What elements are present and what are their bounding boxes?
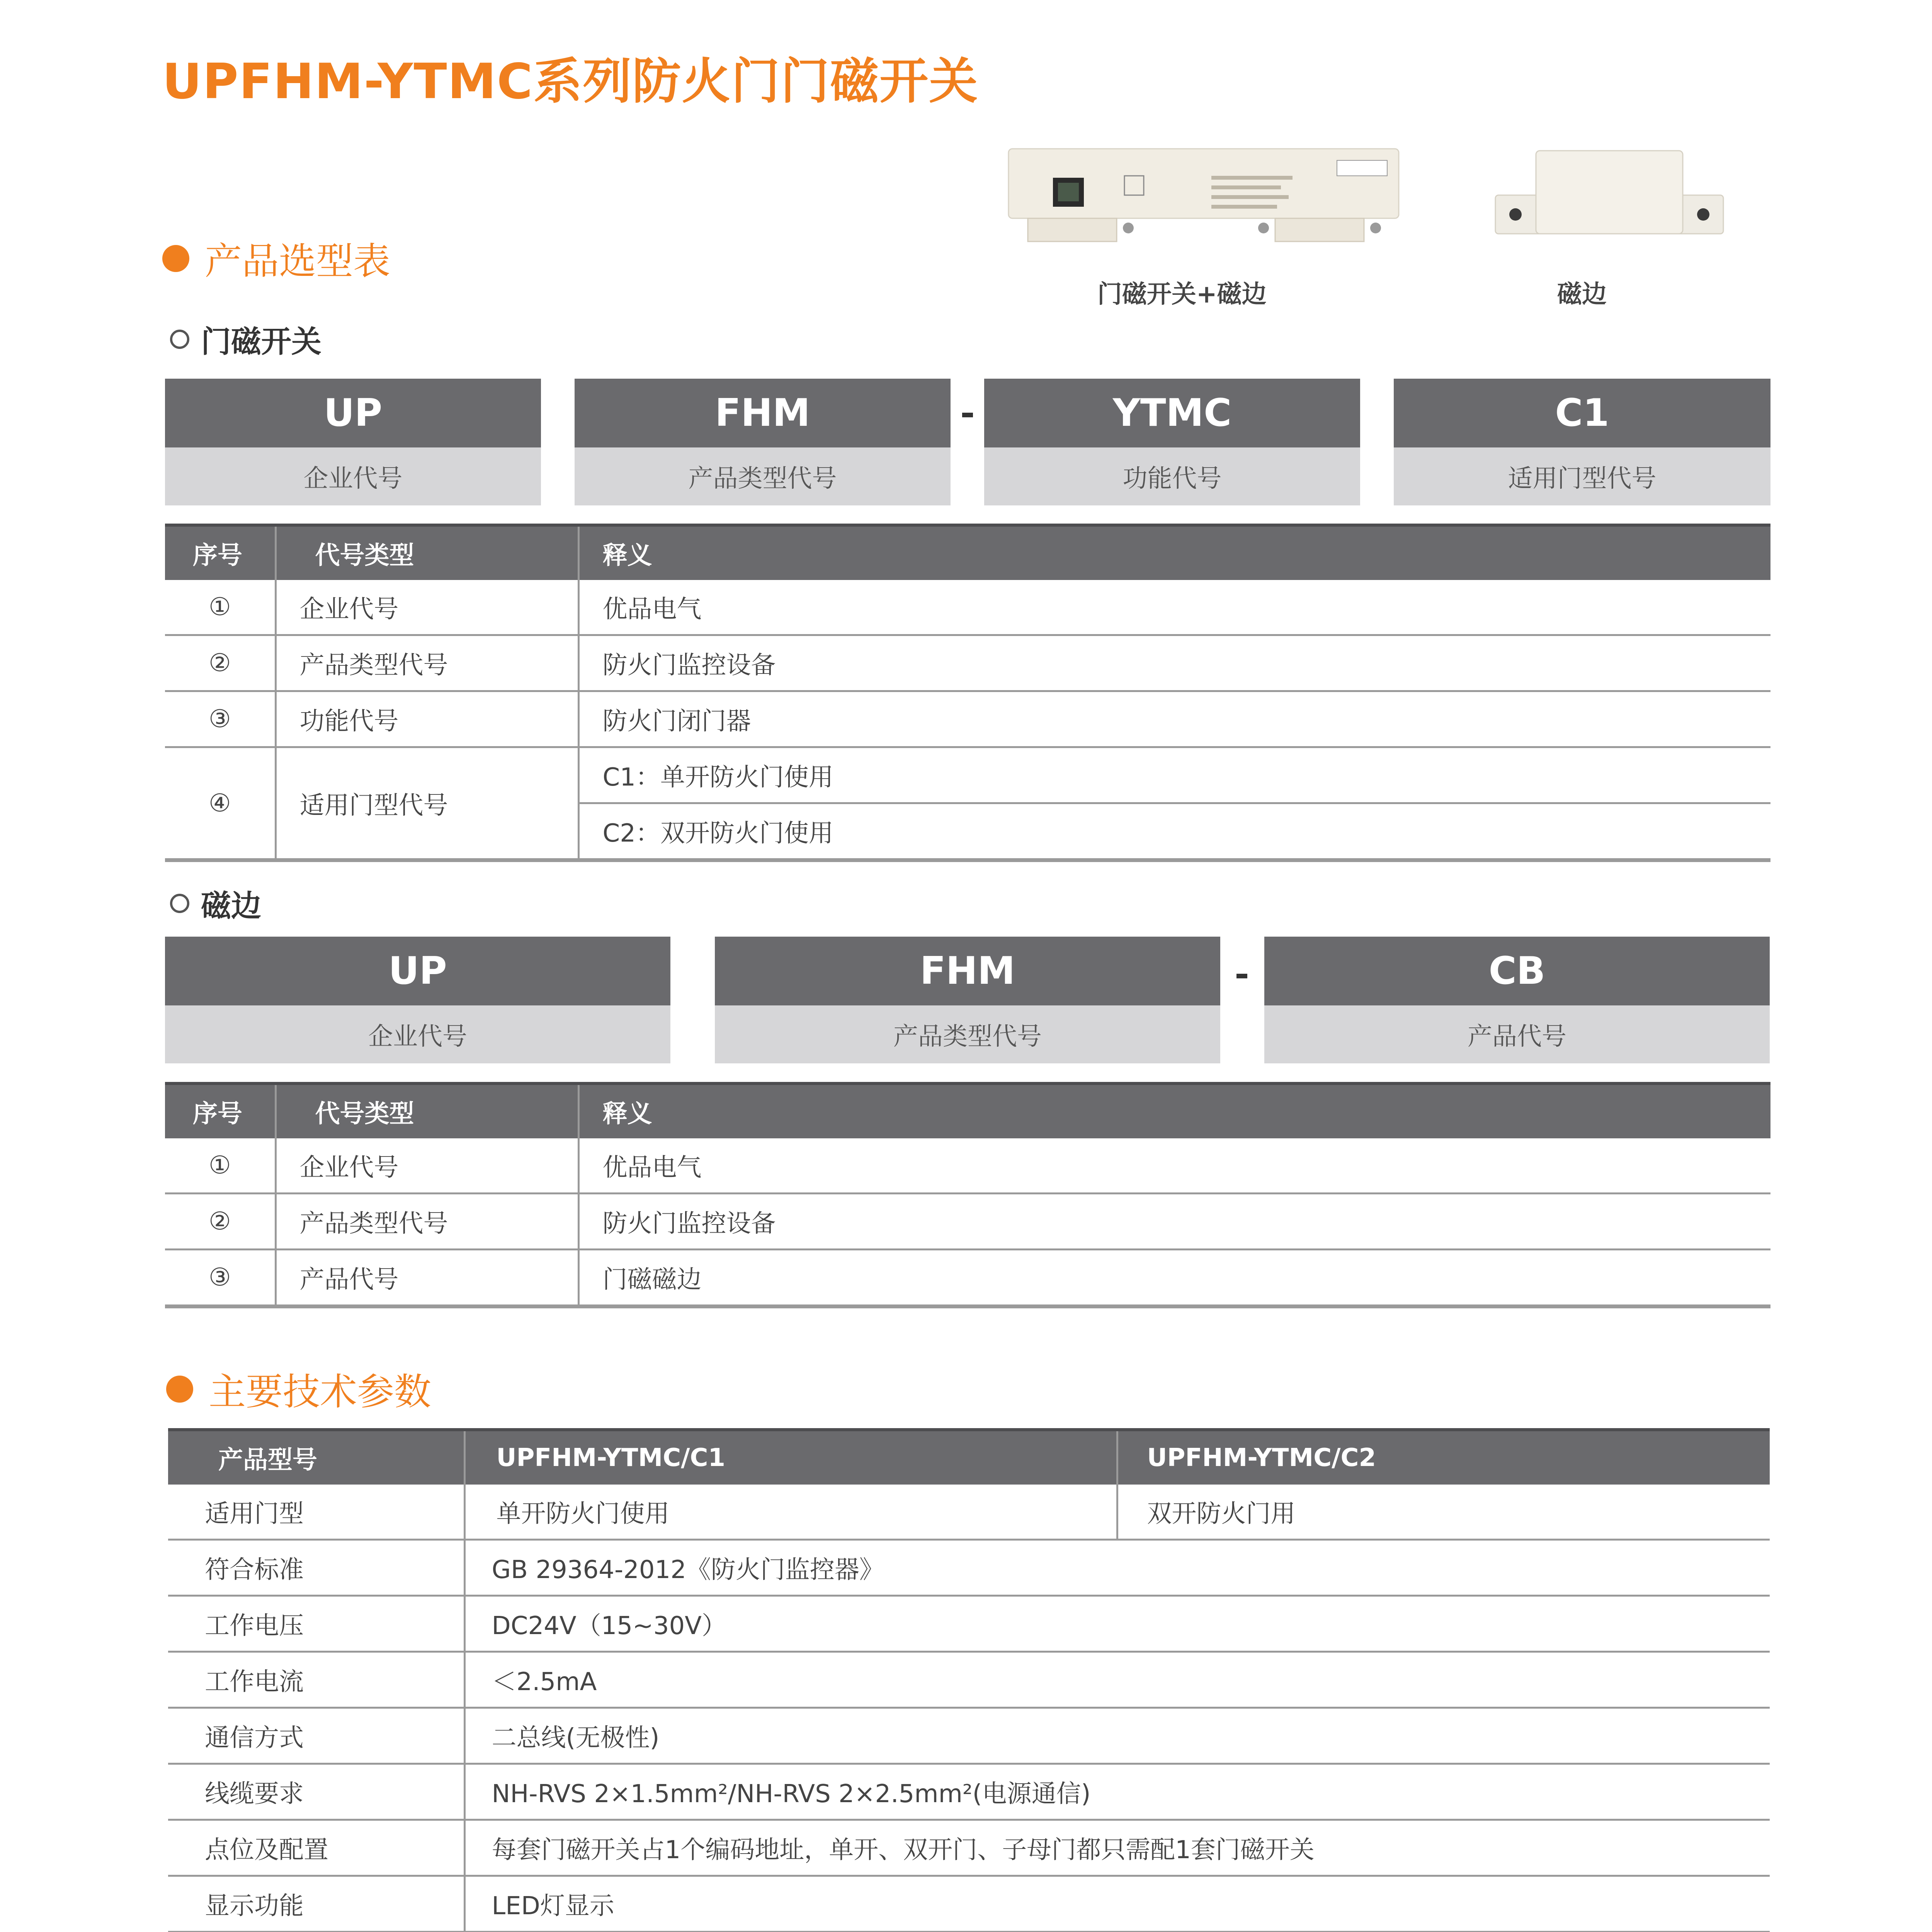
code-label: 产品类型代号 <box>575 447 951 505</box>
spec-label: 线缆要求 <box>168 1764 464 1820</box>
table-row <box>168 1764 1770 1820</box>
specs-table <box>168 1428 1770 1932</box>
code-value: C1 <box>1394 379 1770 447</box>
spec-label: 符合标准 <box>168 1540 464 1596</box>
table-row <box>165 691 1770 747</box>
row-no: ③ <box>165 1250 276 1307</box>
section-selection-title: 产品选型表 <box>205 240 390 283</box>
code-label: 企业代号 <box>165 1005 670 1063</box>
row-desc: 优品电气 <box>578 580 1770 635</box>
row-no: ④ <box>165 747 276 861</box>
row-desc: 防火门闭门器 <box>578 691 1770 747</box>
code-box-company <box>165 379 541 505</box>
table-row <box>168 1540 1770 1596</box>
table-row <box>165 1194 1770 1250</box>
switch-image-caption: 门磁开关+磁边 <box>1097 280 1267 309</box>
table-row <box>168 1652 1770 1708</box>
row-type: 产品类型代号 <box>276 1194 578 1250</box>
header-desc: 释义 <box>578 1083 1770 1138</box>
code-separator <box>962 413 973 417</box>
header-model: 产品型号 <box>168 1430 464 1485</box>
switch-code-table <box>165 524 1770 862</box>
code-box-product-type <box>575 379 951 505</box>
door-switch-with-magnet-image <box>1005 145 1403 249</box>
code-label: 功能代号 <box>984 447 1360 505</box>
row-type: 企业代号 <box>276 580 578 635</box>
spec-value: NH-RVS 2×1.5mm²/NH-RVS 2×2.5mm²(电源通信) <box>464 1764 1770 1820</box>
spec-label: 适用门型 <box>168 1485 464 1540</box>
code-label: 产品类型代号 <box>715 1005 1220 1063</box>
spec-value-c2: 双开防火门用 <box>1117 1485 1770 1540</box>
header-type: 代号类型 <box>276 1083 578 1138</box>
code-value: CB <box>1264 937 1770 1005</box>
magnet-subheading <box>170 882 261 925</box>
circle-bullet-icon <box>170 894 189 913</box>
header-type: 代号类型 <box>276 525 578 580</box>
header-c1: UPFHM-YTMC/C1 <box>464 1430 1117 1485</box>
code-value: FHM <box>575 379 951 447</box>
table-row <box>165 1250 1770 1307</box>
section-selection-heading <box>162 232 390 285</box>
table-row <box>165 1138 1770 1194</box>
code-box-company <box>165 937 670 1063</box>
row-type: 企业代号 <box>276 1138 578 1194</box>
code-box-product <box>1264 937 1770 1063</box>
row-no: ② <box>165 635 276 691</box>
header-no: 序号 <box>165 525 276 580</box>
table-header-row <box>168 1430 1770 1485</box>
table-row <box>165 635 1770 691</box>
magnet-code-table <box>165 1082 1770 1308</box>
spec-value: 每套门磁开关占1个编码地址，单开、双开门、子母门都只需配1套门磁开关 <box>464 1820 1770 1876</box>
code-value: YTMC <box>984 379 1360 447</box>
magnet-image <box>1492 149 1727 242</box>
table-row <box>168 1485 1770 1540</box>
section-specs-heading <box>166 1362 431 1415</box>
table-row <box>168 1820 1770 1876</box>
row-desc: 优品电气 <box>578 1138 1770 1194</box>
spec-value: LED灯显示 <box>464 1876 1770 1932</box>
code-box-door-type <box>1394 379 1770 505</box>
row-desc: 防火门监控设备 <box>578 635 1770 691</box>
code-value: UP <box>165 937 670 1005</box>
row-type: 产品类型代号 <box>276 635 578 691</box>
magnet-subtitle: 磁边 <box>201 889 262 923</box>
spec-label: 工作电压 <box>168 1596 464 1652</box>
spec-value: DC24V（15~30V） <box>464 1596 1770 1652</box>
page-title: UPFHM-YTMC系列防火门门磁开关 <box>162 53 979 110</box>
code-label: 企业代号 <box>165 447 541 505</box>
code-label: 产品代号 <box>1264 1005 1770 1063</box>
table-row <box>168 1708 1770 1764</box>
header-desc: 释义 <box>578 525 1770 580</box>
row-desc: C2：双开防火门使用 <box>578 803 1770 861</box>
row-desc: 门磁磁边 <box>578 1250 1770 1307</box>
row-desc: 防火门监控设备 <box>578 1194 1770 1250</box>
table-header-row <box>165 525 1770 580</box>
switch-subtitle: 门磁开关 <box>201 325 322 359</box>
spec-label: 显示功能 <box>168 1876 464 1932</box>
spec-value: GB 29364-2012《防火门监控器》 <box>464 1540 1770 1596</box>
row-type: 适用门型代号 <box>276 747 578 861</box>
row-desc: C1：单开防火门使用 <box>578 747 1770 803</box>
row-no: ② <box>165 1194 276 1250</box>
row-no: ③ <box>165 691 276 747</box>
circle-bullet-icon <box>170 330 189 349</box>
section-specs-title: 主要技术参数 <box>209 1370 431 1413</box>
table-row <box>168 1876 1770 1932</box>
code-value: FHM <box>715 937 1220 1005</box>
code-value: UP <box>165 379 541 447</box>
spec-value-c1: 单开防火门使用 <box>464 1485 1117 1540</box>
spec-label: 点位及配置 <box>168 1820 464 1876</box>
spec-label: 通信方式 <box>168 1708 464 1764</box>
table-row <box>165 747 1770 803</box>
code-box-function <box>984 379 1360 505</box>
row-type: 功能代号 <box>276 691 578 747</box>
magnet-image-caption: 磁边 <box>1557 280 1607 309</box>
row-no: ① <box>165 1138 276 1194</box>
spec-value: ＜2.5mA <box>464 1652 1770 1708</box>
header-c2: UPFHM-YTMC/C2 <box>1117 1430 1770 1485</box>
spec-value: 二总线(无极性) <box>464 1708 1770 1764</box>
code-box-product-type <box>715 937 1220 1063</box>
table-row <box>165 580 1770 635</box>
table-header-row <box>165 1083 1770 1138</box>
code-label: 适用门型代号 <box>1394 447 1770 505</box>
table-row <box>168 1596 1770 1652</box>
bullet-icon <box>166 1376 193 1403</box>
row-no: ① <box>165 580 276 635</box>
spec-label: 工作电流 <box>168 1652 464 1708</box>
header-no: 序号 <box>165 1083 276 1138</box>
code-separator <box>1236 974 1247 978</box>
bullet-icon <box>162 245 189 272</box>
row-type: 产品代号 <box>276 1250 578 1307</box>
switch-subheading <box>170 318 321 361</box>
